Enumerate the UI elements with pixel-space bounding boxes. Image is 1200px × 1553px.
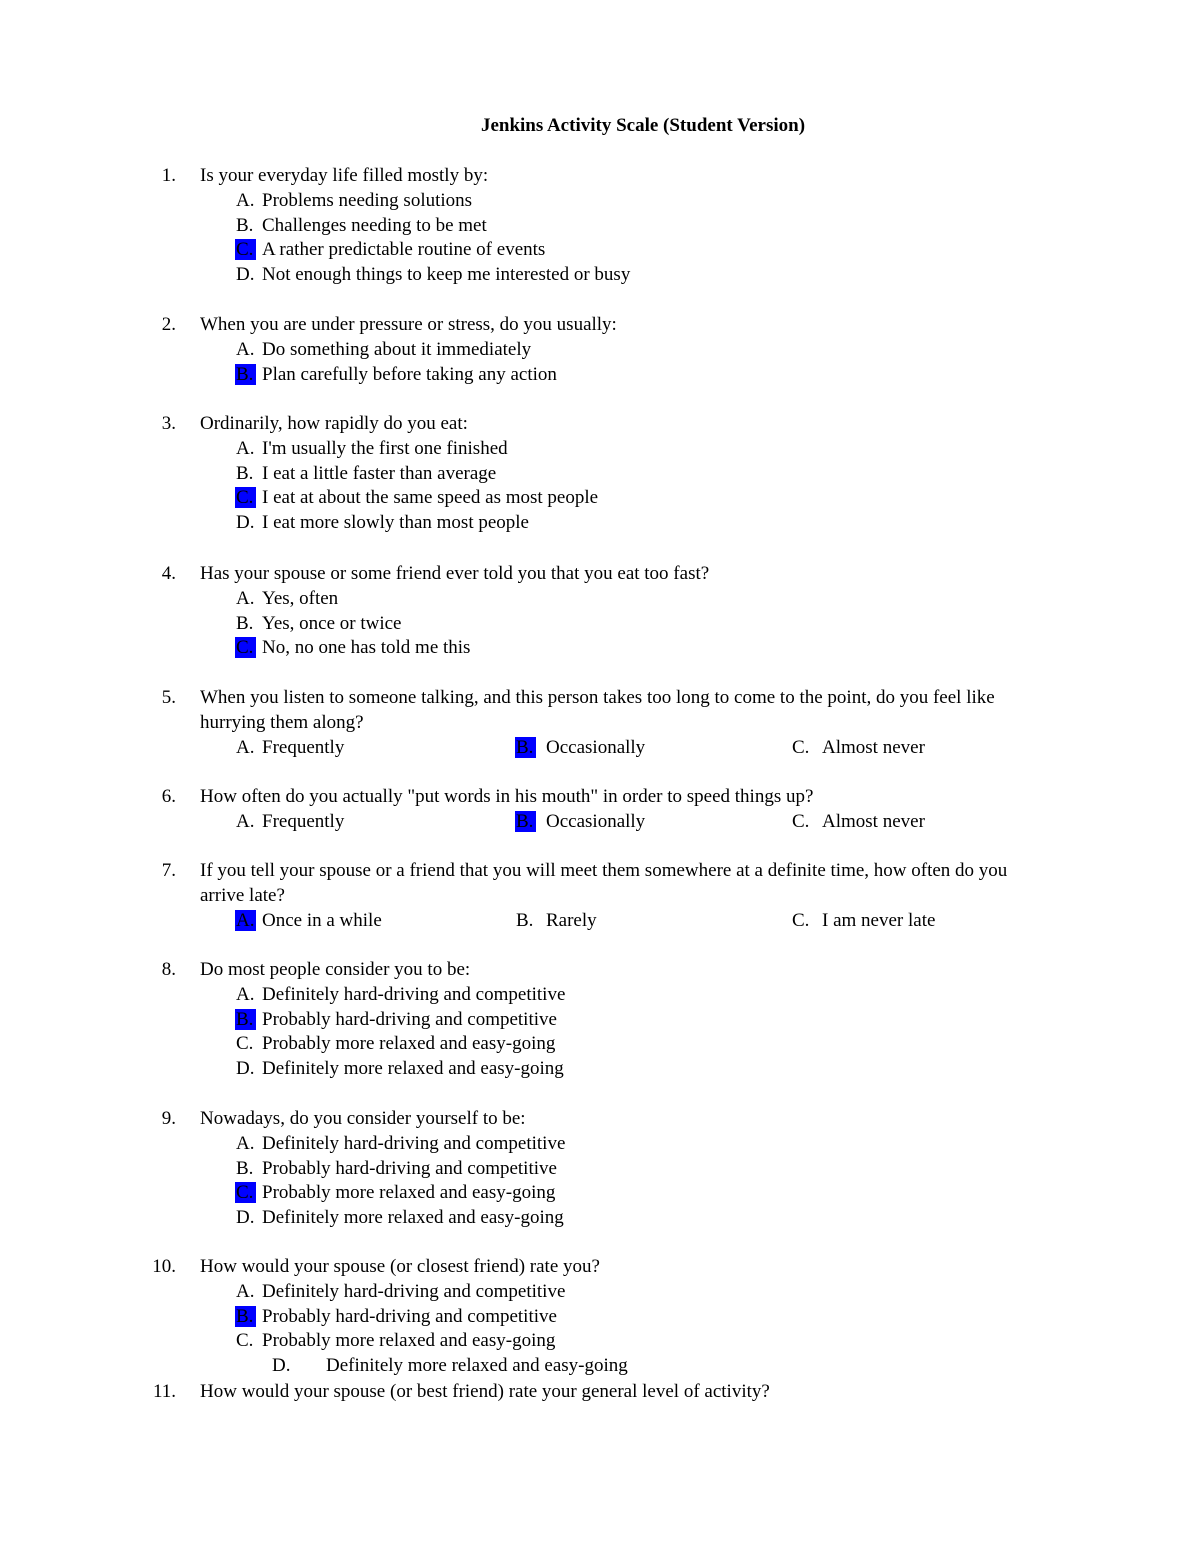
option-text: Not enough things to keep me interested or busy: [262, 264, 631, 286]
question-number: 10.: [152, 1256, 176, 1277]
option-letter: B.: [236, 363, 254, 385]
option-text: Definitely hard-driving and competitive: [262, 1132, 566, 1154]
option-letter: D.: [272, 1355, 291, 1377]
question-number: 9.: [161, 1108, 176, 1129]
question-number: 2.: [161, 314, 176, 335]
option-text: Problems needing solutions: [262, 189, 473, 211]
option-text: Challenges needing to be met: [262, 214, 487, 236]
question-text: Ordinarily, how rapidly do you eat:: [200, 413, 468, 434]
option-letter: B.: [516, 909, 534, 931]
option-letter: A.: [236, 189, 255, 211]
option-letter: C.: [236, 1033, 254, 1055]
option-letter: D.: [236, 512, 255, 534]
option-letter: B.: [236, 462, 254, 484]
option-text: I am never late: [822, 909, 936, 931]
option-text: Occasionally: [546, 736, 646, 758]
option-letter: D.: [236, 264, 255, 286]
option-letter: A.: [236, 587, 255, 609]
question-text: If you tell your spouse or a friend that you will meet them somewhere at a definite time, how often do you: [200, 860, 1008, 881]
option-letter: A.: [236, 437, 255, 459]
option-letter: A.: [236, 909, 255, 931]
option-text: Frequently: [262, 736, 345, 758]
option-letter: C.: [236, 1182, 254, 1204]
option-letter: A.: [236, 983, 255, 1005]
question-number: 8.: [161, 959, 176, 980]
question-number: 7.: [161, 860, 176, 881]
question-text: Has your spouse or some friend ever told you that you eat too fast?: [200, 563, 710, 584]
option-text: Occasionally: [546, 810, 646, 832]
option-letter: B.: [516, 810, 534, 832]
option-letter: D.: [236, 1207, 255, 1229]
option-text: Plan carefully before taking any action: [262, 363, 557, 385]
question-number: 6.: [161, 786, 176, 807]
option-text: Frequently: [262, 810, 345, 832]
option-letter: A.: [236, 736, 255, 758]
option-letter: A.: [236, 1132, 255, 1154]
page-title: Jenkins Activity Scale (Student Version): [480, 115, 806, 136]
option-text: Probably hard-driving and competitive: [262, 1305, 557, 1327]
question-number: 5.: [161, 687, 176, 708]
option-letter: C.: [792, 810, 810, 832]
option-letter: B.: [236, 1157, 254, 1179]
question-text-continued: arrive late?: [200, 884, 285, 906]
option-text: Definitely hard-driving and competitive: [262, 1280, 566, 1302]
option-letter: B.: [516, 736, 534, 758]
option-text: Probably more relaxed and easy-going: [262, 1033, 556, 1055]
question-text: How would your spouse (or closest friend) rate you?: [200, 1256, 600, 1277]
option-text: Yes, once or twice: [262, 612, 402, 634]
question-text: How would your spouse (or best friend) rate your general level of activity?: [200, 1381, 770, 1402]
option-text: Definitely more relaxed and easy-going: [262, 1207, 564, 1229]
option-letter: C.: [236, 637, 254, 659]
option-text: A rather predictable routine of events: [262, 239, 546, 261]
option-text: I eat a little faster than average: [262, 462, 497, 484]
option-letter: C.: [792, 909, 810, 931]
option-letter: B.: [236, 1008, 254, 1030]
option-text: Probably hard-driving and competitive: [262, 1008, 557, 1030]
option-text: Probably more relaxed and easy-going: [262, 1182, 556, 1204]
question-text: How often do you actually "put words in his mouth" in order to speed things up?: [200, 786, 814, 807]
option-letter: B.: [236, 1305, 254, 1327]
question-text: Is your everyday life filled mostly by:: [200, 165, 489, 186]
question-number: 1.: [161, 165, 176, 186]
option-letter: A.: [236, 338, 255, 360]
option-text: Almost never: [822, 810, 925, 832]
option-letter: A.: [236, 1280, 255, 1302]
option-letter: C.: [792, 736, 810, 758]
option-text: Definitely hard-driving and competitive: [262, 983, 566, 1005]
option-text: I eat more slowly than most people: [262, 512, 529, 534]
question-text: Do most people consider you to be:: [200, 959, 471, 980]
question-text: When you listen to someone talking, and this person takes too long to come to the point, do you feel like: [200, 687, 995, 708]
question-number: 4.: [161, 563, 176, 584]
question-text-continued: hurrying them along?: [200, 711, 364, 733]
option-text: I eat at about the same speed as most people: [262, 487, 599, 509]
option-letter: D.: [236, 1058, 255, 1080]
option-text: Do something about it immediately: [262, 338, 532, 360]
option-text: Rarely: [546, 909, 597, 931]
question-text: Nowadays, do you consider yourself to be:: [200, 1108, 526, 1129]
option-letter: B.: [236, 214, 254, 236]
option-text: Definitely more relaxed and easy-going: [326, 1355, 628, 1377]
question-number: 11.: [152, 1381, 176, 1402]
option-letter: B.: [236, 612, 254, 634]
option-text: I'm usually the first one finished: [262, 437, 508, 459]
option-letter: C.: [236, 239, 254, 261]
option-text: Yes, often: [262, 587, 339, 609]
question-text: When you are under pressure or stress, do you usually:: [200, 314, 617, 335]
option-text: Definitely more relaxed and easy-going: [262, 1058, 564, 1080]
option-letter: A.: [236, 810, 255, 832]
option-letter: C.: [236, 487, 254, 509]
question-number: 3.: [161, 413, 176, 434]
option-text: Probably more relaxed and easy-going: [262, 1330, 556, 1352]
option-text: Once in a while: [262, 909, 382, 931]
option-text: Probably hard-driving and competitive: [262, 1157, 557, 1179]
option-letter: C.: [236, 1330, 254, 1352]
option-text: No, no one has told me this: [262, 637, 471, 659]
option-text: Almost never: [822, 736, 925, 758]
